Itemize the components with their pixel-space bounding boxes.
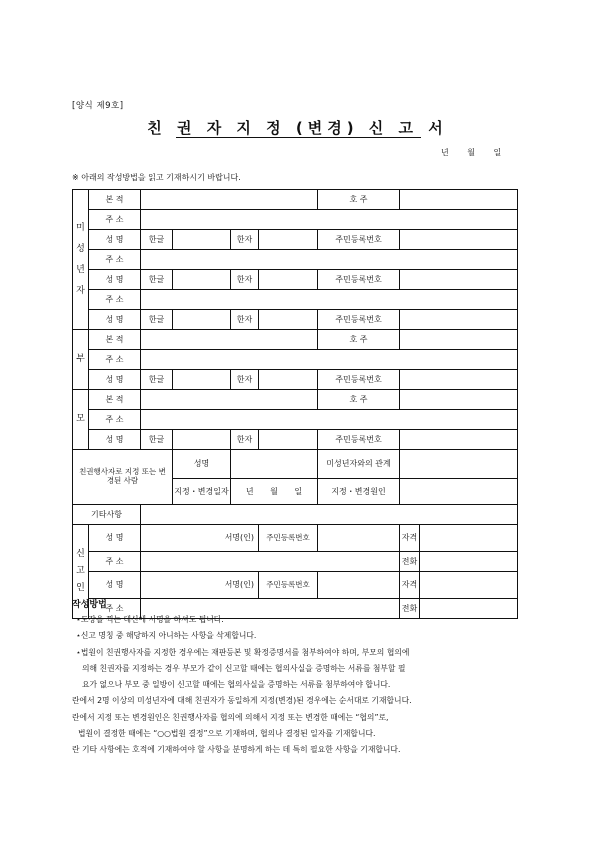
reporter2-name-row	[73, 572, 518, 599]
page-title: 친 권 자 지 정 (변경) 신 고 서	[147, 119, 448, 137]
method-item: 란에서 지정 또는 변경원인은 친권행사자를 협의에 의해서 지정 또는 변경한 때에는 “협의”로,	[72, 712, 389, 722]
label-hanja: 한자	[231, 310, 259, 330]
label-other: 기타사항	[73, 505, 141, 525]
reporter1-phone-field[interactable]	[420, 552, 518, 572]
label-address: 주 소	[89, 410, 141, 430]
father-section-label: 부	[73, 330, 89, 390]
minor2-name-row	[73, 270, 518, 290]
label-qualification: 자격	[400, 572, 420, 599]
reporter2-jumin-field[interactable]	[318, 572, 400, 599]
label-jumin: 주민등록번호	[318, 310, 400, 330]
label-hanja: 한자	[231, 370, 259, 390]
father-row-bonjeok	[73, 330, 518, 350]
label-jumin-short: 주민등록번호	[259, 572, 318, 599]
label-bonjeok: 본 적	[89, 330, 141, 350]
report-date: 년 월 일	[441, 148, 502, 157]
instruction-note: ※ 아래의 작성방법을 읽고 기재하시기 바랍니다.	[72, 173, 241, 182]
minor3-name-row	[73, 310, 518, 330]
label-hanja: 한자	[231, 230, 259, 250]
minor1-address-field[interactable]	[141, 210, 518, 230]
label-address: 주 소	[89, 290, 141, 310]
minor1-hanja-field[interactable]	[259, 230, 318, 250]
father-address-row	[73, 350, 518, 370]
label-jumin: 주민등록번호	[318, 430, 400, 450]
reporter1-signature-field[interactable]: 서명(인)	[141, 525, 259, 552]
minor-hoju-field[interactable]	[400, 190, 518, 210]
method-title: 작성방법	[72, 600, 107, 610]
minor2-address-row	[73, 250, 518, 270]
label-designee-name: 성명	[173, 450, 231, 479]
reason-field[interactable]	[400, 479, 518, 505]
reporter1-address-row	[73, 552, 518, 572]
label-phone: 전화	[400, 599, 420, 619]
label-reason: 지정・변경원인	[318, 479, 400, 505]
label-hoju: 호 주	[318, 190, 400, 210]
minor2-hanja-field[interactable]	[259, 270, 318, 290]
mother-hangeul-field[interactable]	[173, 430, 231, 450]
method-item: ⋆도장을 찍는 대신에 서명을 하셔도 됩니다.	[76, 615, 224, 624]
label-address: 주 소	[89, 250, 141, 270]
title-underline	[176, 137, 421, 138]
mother-hoju-field[interactable]	[400, 390, 518, 410]
method-item: 란 기타 사항에는 호적에 기재하여야 할 사항을 분명하게 하는 데 특히 필요한 사항을 기재합니다.	[72, 745, 401, 755]
reporter2-signature-field[interactable]: 서명(인)	[141, 572, 259, 599]
mother-section-label: 모	[73, 390, 89, 450]
father-hoju-field[interactable]	[400, 330, 518, 350]
designee-label: 친권행사자로 지정 또는 변경된 사람	[73, 450, 173, 505]
label-relation: 미성년자와의 관계	[318, 450, 400, 479]
label-address: 주 소	[89, 599, 141, 619]
method-item: 법원이 결정한 때에는 “○○법원 결정”으로 기재하며, 협의나 결정된 일자를 기재합니다.	[78, 729, 376, 739]
label-jumin: 주민등록번호	[318, 230, 400, 250]
label-hoju: 호 주	[318, 330, 400, 350]
label-jumin-short: 주민등록번호	[259, 525, 318, 552]
method-item: 요가 없으나 부모 중 일방이 신고할 때에는 협의사실을 증명하는 서류를 첨부하여야 합니다.	[82, 680, 391, 690]
label-hangeul: 한글	[141, 310, 173, 330]
label-phone: 전화	[400, 552, 420, 572]
label-address: 주 소	[89, 210, 141, 230]
mother-row-bonjeok	[73, 390, 518, 410]
father-hanja-field[interactable]	[259, 370, 318, 390]
method-item: 란에서 2명 이상의 미성년자에 대해 친권자가 동일하게 지정(변경)된 경우에는 순서대로 기재합니다.	[72, 696, 412, 706]
mother-address-row	[73, 410, 518, 430]
reporter-section-label: 신고인	[73, 525, 89, 619]
reporter2-qualification-field[interactable]	[420, 572, 518, 599]
mother-address-field[interactable]	[141, 410, 518, 430]
minor1-jumin-field[interactable]	[400, 230, 518, 250]
label-name: 성 명	[89, 230, 141, 250]
designation-date-field[interactable]: 년 월 일	[231, 479, 318, 505]
label-hangeul: 한글	[141, 270, 173, 290]
minor-row-address	[73, 210, 518, 230]
label-hangeul: 한글	[141, 430, 173, 450]
label-hangeul: 한글	[141, 370, 173, 390]
minor2-jumin-field[interactable]	[400, 270, 518, 290]
label-name: 성 명	[89, 525, 141, 552]
label-hoju: 호 주	[318, 390, 400, 410]
label-hanja: 한자	[231, 430, 259, 450]
label-hanja: 한자	[231, 270, 259, 290]
mother-name-row	[73, 430, 518, 450]
report-form-table	[72, 189, 518, 619]
label-bonjeok: 본 적	[89, 190, 141, 210]
father-hangeul-field[interactable]	[173, 370, 231, 390]
form-number: [양식 제9호]	[72, 101, 124, 111]
other-field[interactable]	[141, 505, 518, 525]
label-name: 성 명	[89, 370, 141, 390]
designee-name-field[interactable]	[231, 450, 318, 479]
label-jumin: 주민등록번호	[318, 270, 400, 290]
minor1-name-row	[73, 230, 518, 250]
designee-row-1	[73, 450, 518, 479]
method-item: ⋆신고 명칭 중 해당하지 아니하는 사항을 삭제합니다.	[76, 631, 257, 641]
label-address: 주 소	[89, 552, 141, 572]
label-qualification: 자격	[400, 525, 420, 552]
other-row	[73, 505, 518, 525]
label-name: 성 명	[89, 430, 141, 450]
method-item: 의해 친권자를 지정하는 경우 부모가 같이 신고할 때에는 협의사실을 증명하는 서류를 첨부할 필	[82, 663, 406, 673]
father-address-field[interactable]	[141, 350, 518, 370]
reporter1-address-field[interactable]	[141, 552, 400, 572]
minor-row-bonjeok	[73, 190, 518, 210]
label-name: 성 명	[89, 310, 141, 330]
relation-field[interactable]	[400, 450, 518, 479]
minor2-address-field[interactable]	[141, 250, 518, 270]
mother-jumin-field[interactable]	[400, 430, 518, 450]
minor3-hanja-field[interactable]	[259, 310, 318, 330]
label-name: 성 명	[89, 572, 141, 599]
reporter1-name-row	[73, 525, 518, 552]
label-designation-date: 지정・변경일자	[173, 479, 231, 505]
minor3-address-row	[73, 290, 518, 310]
label-hangeul: 한글	[141, 230, 173, 250]
father-jumin-field[interactable]	[400, 370, 518, 390]
father-bonjeok-field[interactable]	[141, 330, 318, 350]
label-bonjeok: 본 적	[89, 390, 141, 410]
minor2-hangeul-field[interactable]	[173, 270, 231, 290]
minor-section-label: 미성년자	[73, 190, 89, 330]
minor-bonjeok-field[interactable]	[141, 190, 318, 210]
minor1-hangeul-field[interactable]	[173, 230, 231, 250]
method-item: ⋆법원이 친권행사자를 지정한 경우에는 재판등본 및 확정증명서를 첨부하여야 하며, 부모의 협의에	[76, 647, 410, 657]
label-jumin: 주민등록번호	[318, 370, 400, 390]
father-name-row	[73, 370, 518, 390]
reporter1-qualification-field[interactable]	[420, 525, 518, 552]
minor3-address-field[interactable]	[141, 290, 518, 310]
mother-bonjeok-field[interactable]	[141, 390, 318, 410]
method-list	[72, 612, 522, 759]
minor3-jumin-field[interactable]	[400, 310, 518, 330]
label-name: 성 명	[89, 270, 141, 290]
minor3-hangeul-field[interactable]	[173, 310, 231, 330]
reporter1-jumin-field[interactable]	[318, 525, 400, 552]
label-address: 주 소	[89, 350, 141, 370]
mother-hanja-field[interactable]	[259, 430, 318, 450]
